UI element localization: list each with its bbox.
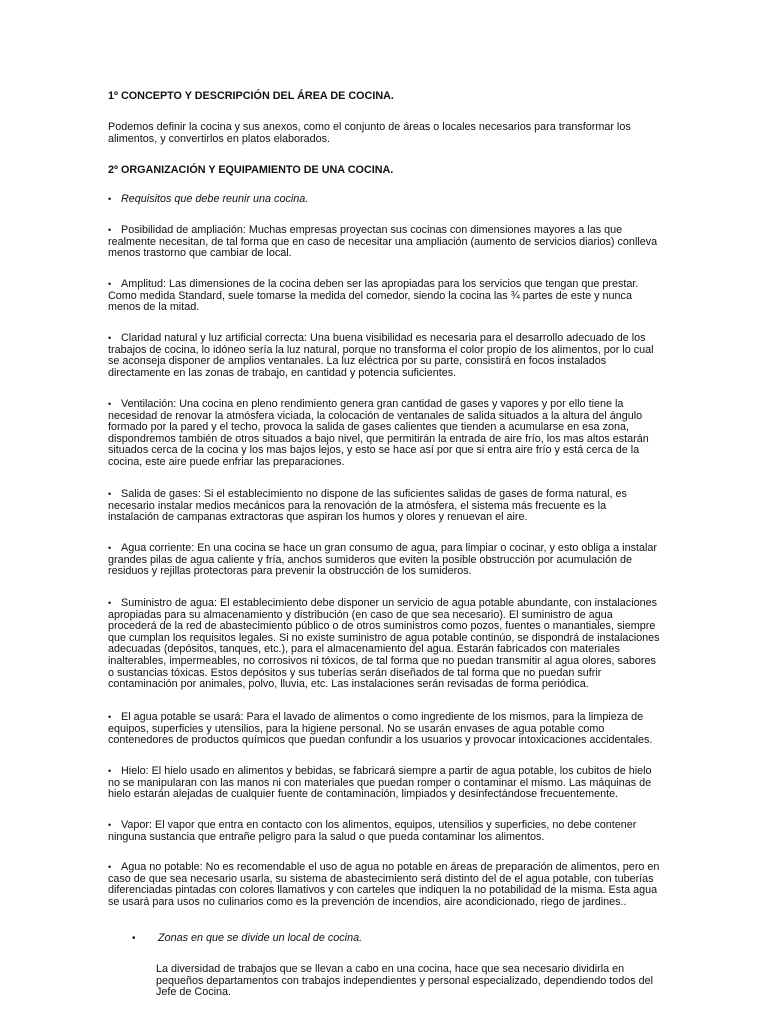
list-item — [108, 862, 660, 908]
item-text: Salida de gases: Si el establecimiento no dispone de las suficientes salidas de gases de forma natural, es necesario instalar medios mecánicos para la renovación de la atmósfera, el sistema más frecuente es la instalación de campanas extractoras que aspiran los humos y olores y renuevan el aire. — [108, 488, 627, 524]
list-item — [108, 766, 660, 801]
list-item — [108, 820, 660, 843]
bullet-icon: • — [108, 543, 112, 553]
bullet-icon: • — [108, 712, 112, 722]
bullet-icon: • — [108, 194, 112, 204]
list-item — [108, 279, 660, 314]
item-text: Posibilidad de ampliación: Muchas empresas proyectan sus cocinas con dimensiones mayores a las que realmente necesitan, de tal forma que en caso de necesitar una ampliación (aumento de servicios diarios) conlleva menos trastorno que cambiar de local. — [108, 224, 658, 260]
bullet-icon: • — [108, 399, 112, 409]
requisitos-label: Requisitos que debe reunir una cocina. — [121, 193, 309, 205]
list-item — [108, 543, 660, 578]
item-text: Claridad natural y luz artificial correcta: Una buena visibilidad es necesaria para el desarrollo adecuado de los trabajos de cocina, lo idóneo sería la luz natural, porque no transforma el color propio de los alimentos, por lo cual se aconseja disponer de amplios ventanales. La luz eléctrica por su parte, consistirá en focos instalados directamente en las zonas de trabajo, en cantidad y potencia suficientes. — [108, 332, 654, 379]
bullet-icon: • — [108, 598, 112, 608]
bullet-icon: • — [108, 820, 112, 830]
bullet-icon: • — [108, 333, 112, 343]
item-text: Hielo: El hielo usado en alimentos y bebidas, se fabricará siempre a partir de agua potable, los cubitos de hielo no se manipularan con las manos ni con materiales que puedan romper o contaminar el mismo. Las máquinas de hielo estarán alejadas de cualquier fuente de contaminación, limpiados y desinfectándose frecuentemente. — [108, 765, 652, 801]
bullet-icon: • — [108, 489, 112, 499]
zonas-paragraph: La diversidad de trabajos que se llevan a cabo en una cocina, hace que sea necesario dividirla en pequeños departamentos con trabajos independientes y personal especializado, dependiendo todos del Jefe de Cocina. — [156, 963, 654, 999]
heading-organizacion: 2º ORGANIZACIÓN Y EQUIPAMIENTO DE UNA COCINA. — [108, 164, 394, 176]
item-text: Suministro de agua: El establecimiento debe disponer un servicio de agua potable abundante, con instalaciones apropiadas para su almacenamiento y distribución (en caso de que sea necesario). El suministro de agua procederá de la red de abastecimiento público o de otros suministros como pozos, fuentes o manantiales, siempre que cumplan los requisitos legales. Si no existe suministro de agua potable continúo, se dispondrá de instalaciones adecuadas (depósitos, tanques, etc.), para el almacenamiento del agua. Estarán fabricados con materiales inalterables, impermeables, no corrosivos ni tóxicos, de tal forma que no puedan transmitir al agua olores, sabores o sustancias tóxicas. Estos depósitos y sus tuberías serán diseñados de tal forma que no puedan sufrir contaminación por animales, polvo, lluvia, etc. Las instalaciones serán revisadas de forma periódica. — [108, 597, 660, 691]
zonas-label: Zonas en que se divide un local de cocina. — [158, 932, 363, 944]
list-item-requisitos — [108, 194, 660, 206]
bullet-icon: • — [108, 862, 112, 872]
list-item — [108, 399, 660, 469]
bullet-icon: • — [108, 766, 112, 776]
list-item — [108, 333, 660, 379]
list-item — [108, 712, 660, 747]
list-item — [108, 489, 660, 524]
item-text: Amplitud: Las dimensiones de la cocina deben ser las apropiadas para los servicios que tengan que prestar. Como medida Standard, suele tomarse la medida del comedor, siendo la cocina las ¾ partes de este y nunca menos de la mitad. — [108, 278, 639, 314]
item-text: Agua corriente: En una cocina se hace un gran consumo de agua, para limpiar o cocinar, y esto obliga a instalar grandes pilas de agua caliente y fría, anchos sumideros que eviten la posible obstrucción por acumulación de residuos y rejillas protectoras para prevenir la obstrucción de los sumideros. — [108, 542, 657, 578]
item-text: Ventilación: Una cocina en pleno rendimiento genera gran cantidad de gases y vapores y por ello tiene la necesidad de renovar la atmósfera viciada, la colocación de ventanales de salida situados a la altura del ángulo formado por la pared y el techo, provoca la salida de gases calientes que tienden a acumularse en esa zona, dispondremos también de otros situados a bajo nivel, que permitirán la entrada de aire frío, los mas altos estarán situados cerca de la cocina y los mas bajos lejos, y esto se hace así por que si entra aire frío y está cerca de la cocina, este aire puede enfriar las preparaciones. — [108, 398, 649, 468]
list-item — [108, 225, 660, 260]
list-item-zonas — [132, 933, 362, 945]
item-text: El agua potable se usará: Para el lavado de alimentos o como ingrediente de los mismos, para la limpieza de equipos, superficies y utensilios, para la higiene personal. No se usarán envases de agua potable como contenedores de productos químicos que puedan confundir a los usuarios y provocar intoxicaciones accidentales. — [108, 711, 653, 747]
list-item — [108, 598, 660, 691]
bullet-icon: • — [132, 933, 136, 944]
bullet-icon: • — [108, 225, 112, 235]
bullet-icon: • — [108, 279, 112, 289]
item-text: Vapor: El vapor que entra en contacto con los alimentos, equipos, utensilios y superficies, no debe contener ninguna sustancia que entrañe peligro para la salud o que pueda contaminar los alimentos. — [108, 819, 637, 843]
item-text: Agua no potable: No es recomendable el uso de agua no potable en áreas de preparación de alimentos, pero en caso de que sea necesario usarla, su sistema de abastecimiento será distinto del de el agua potable, con tuberías diferenciadas pintadas con colores llamativos y con carteles que indiquen la no potabilidad de la misma. Esta agua se usará para usos no culinarios como es la prevención de incendios, aire acondicionado, riego de jardines.. — [108, 861, 660, 908]
intro-paragraph: Podemos definir la cocina y sus anexos, como el conjunto de áreas o locales necesarios para transformar los alimentos, y convertirlos en platos elaborados. — [108, 121, 631, 145]
heading-concepto: 1º CONCEPTO Y DESCRIPCIÓN DEL ÁREA DE COCINA. — [108, 90, 394, 102]
